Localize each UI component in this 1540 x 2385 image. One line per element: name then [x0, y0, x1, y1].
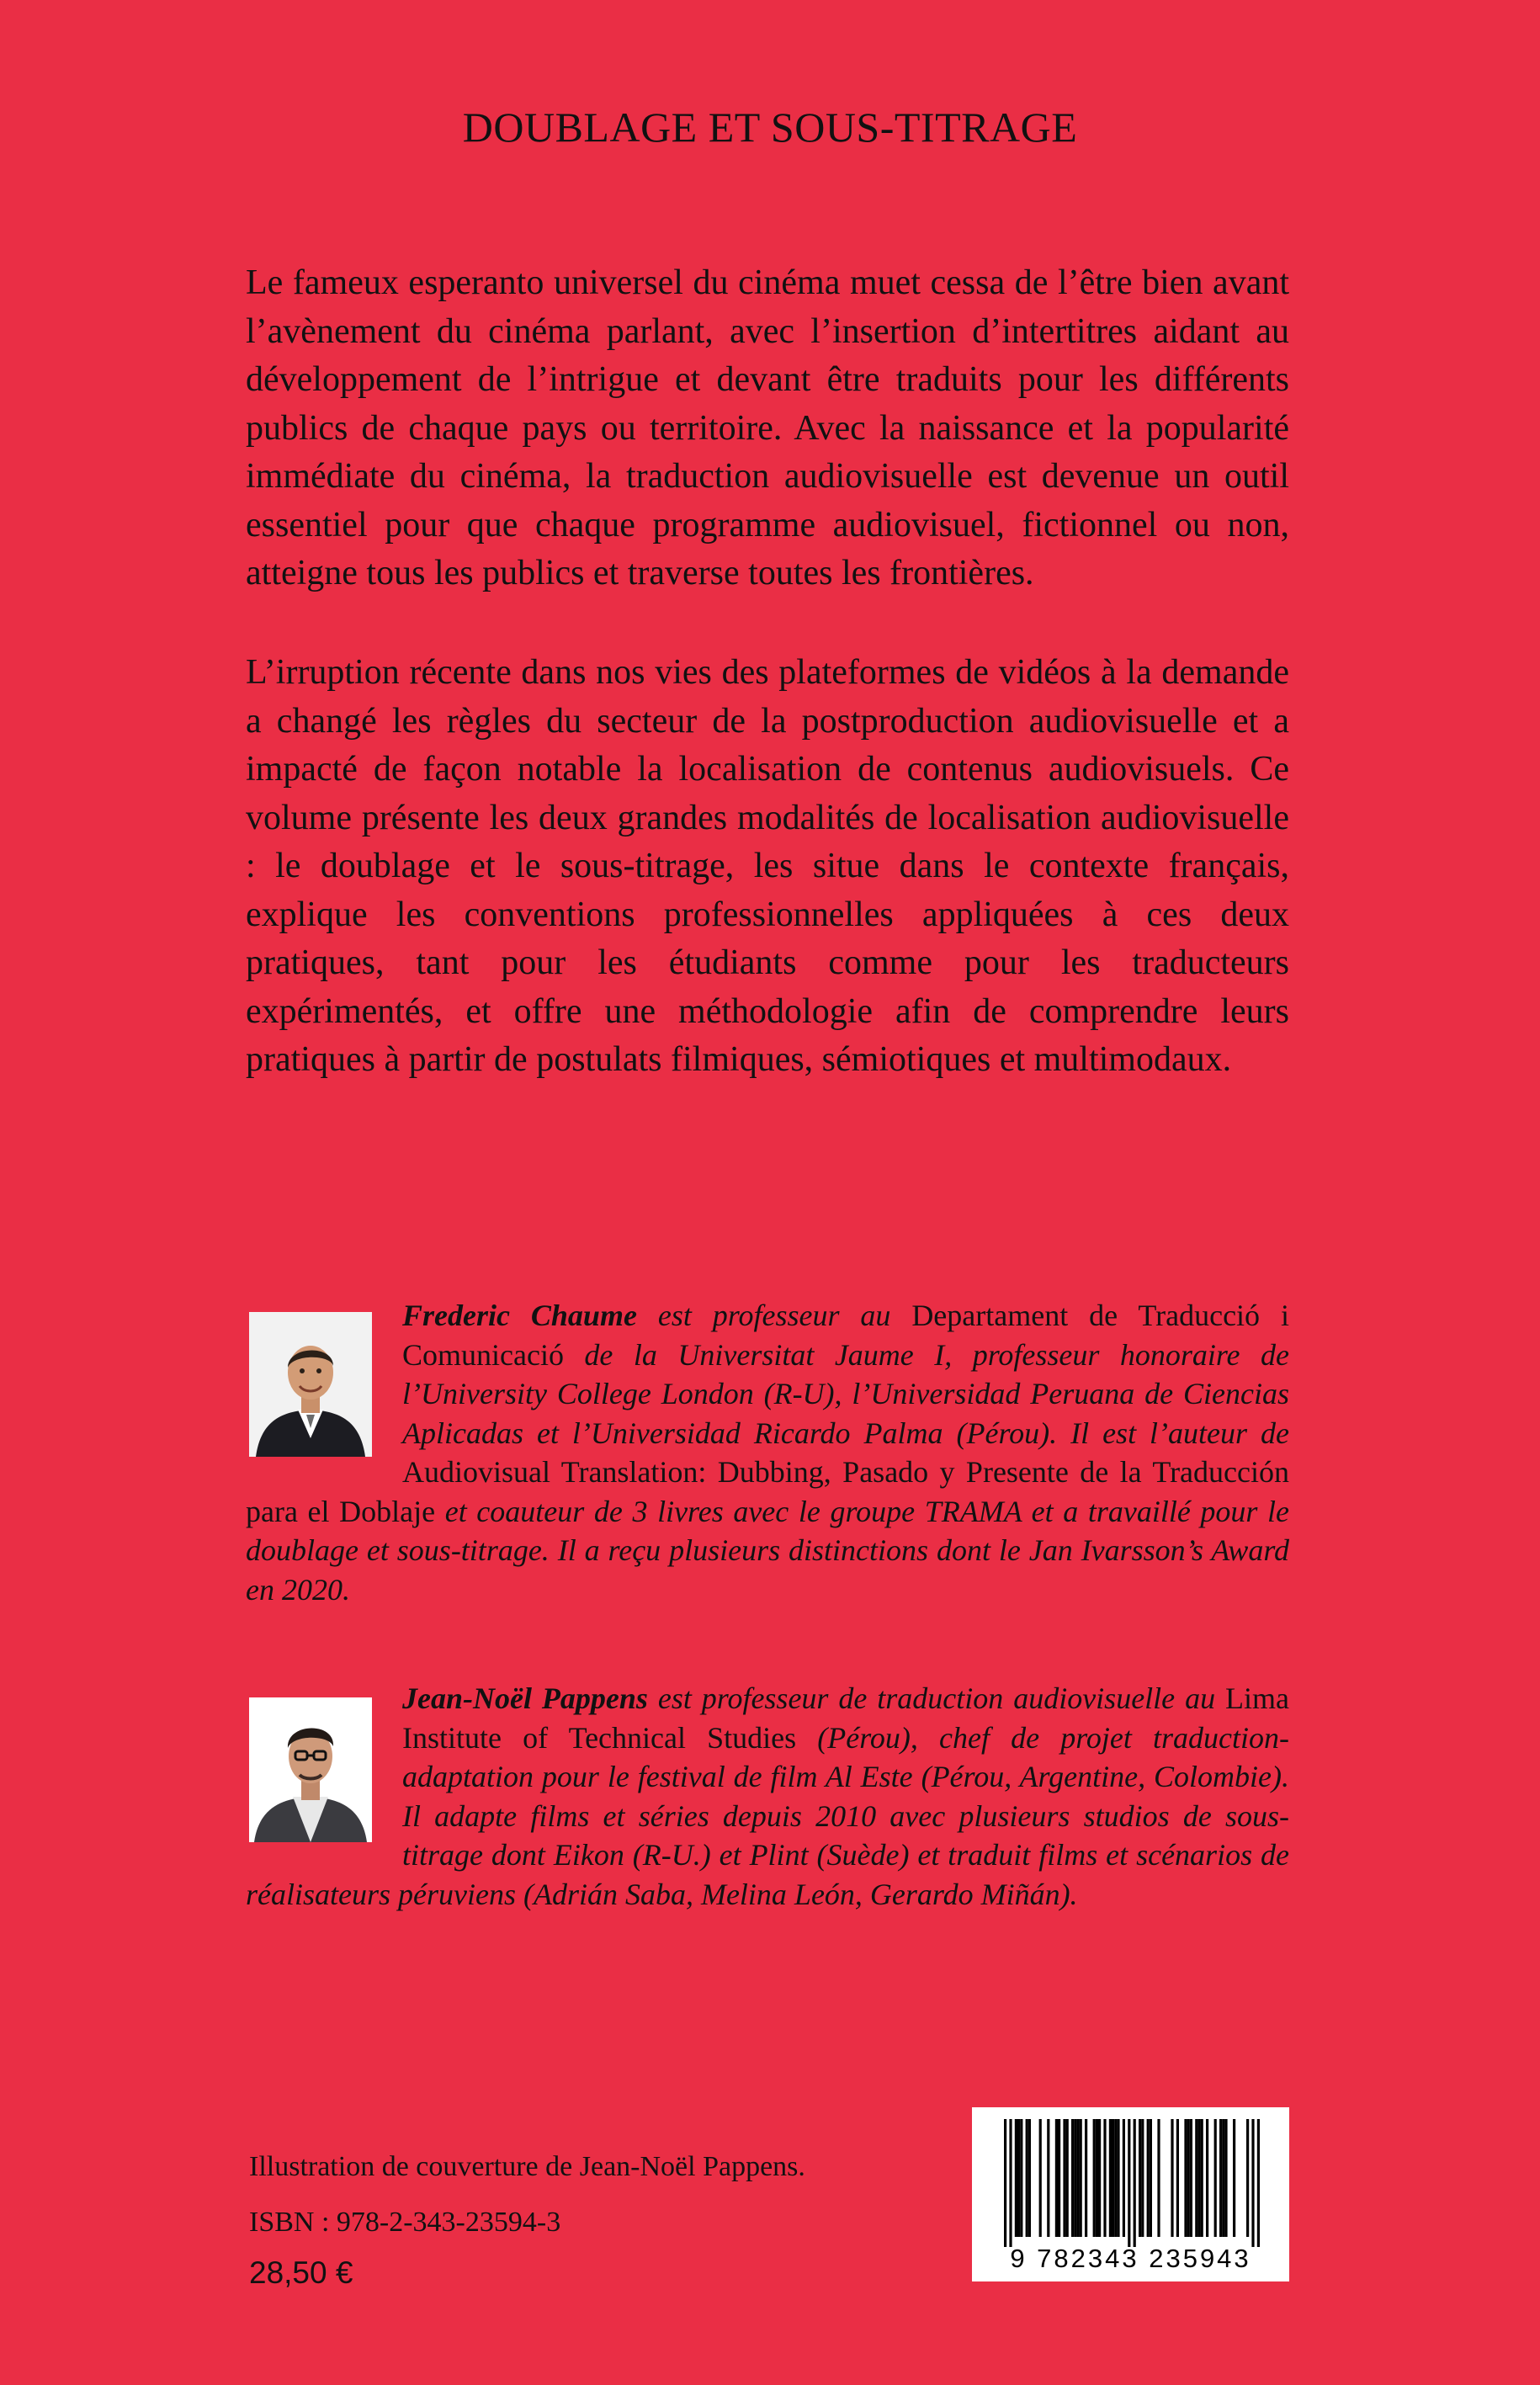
barcode: [972, 2107, 1289, 2281]
price: 28,50 €: [249, 2255, 353, 2290]
barcode-bar: [1150, 2119, 1152, 2237]
barcode-bar: [1187, 2119, 1190, 2237]
book-title: DOUBLAGE ET SOUS-TITRAGE: [462, 104, 1078, 151]
barcode-bar: [1214, 2119, 1217, 2237]
barcode-bar: [1093, 2119, 1096, 2237]
barcode-bar: [1028, 2119, 1031, 2237]
barcode-bar: [1058, 2119, 1060, 2237]
barcode-bar: [1123, 2119, 1125, 2237]
barcode-bar: [1184, 2119, 1187, 2237]
barcode-bar: [1026, 2119, 1028, 2237]
barcode-bar: [1157, 2119, 1160, 2237]
barcode-bar: [1063, 2119, 1065, 2237]
barcode-bar: [1233, 2119, 1235, 2237]
barcode-bar: [1190, 2119, 1192, 2237]
barcode-bar: [1020, 2119, 1022, 2237]
barcode-bar: [1251, 2119, 1254, 2247]
barcode-bar: [1055, 2119, 1058, 2237]
author-bio-chaume: [246, 1296, 1289, 1609]
barcode-bar: [1147, 2119, 1150, 2237]
barcode-bar: [1219, 2119, 1222, 2237]
barcode-bar: [1109, 2119, 1112, 2237]
barcode-bar: [1139, 2119, 1141, 2237]
barcode-bar: [1197, 2119, 1200, 2237]
barcode-bar: [1066, 2119, 1069, 2237]
author-bio-pappens: [246, 1679, 1289, 1914]
barcode-bar: [1071, 2119, 1074, 2237]
barcode-bar: [1039, 2119, 1042, 2237]
blurb-paragraph-1: Le fameux esperanto universel du cinéma muet cessa de l’être bien avant l’avènement du cinéma parlant, avec l’insertion d’intertitres aidant au développement de l’intrigue et devant être traduits pour les différents publics de chaque pays ou territoire. Avec la naissance et la popularité immédiate du cinéma, la traduction audiovisuelle est devenue un outil essentiel pour que chaque programme audiovisuel, fictionnel ou non, atteigne tous les publics et traverse toutes les frontières.: [246, 263, 1289, 592]
institution-name: Lima Institute of Technical Studies: [402, 1681, 1290, 1755]
barcode-bar: [1201, 2119, 1203, 2237]
barcode-bar: [1128, 2119, 1130, 2247]
barcode-bar: [1047, 2119, 1049, 2237]
barcode-bar: [1103, 2119, 1106, 2237]
book-title-reference: Audiovisual Translation: Dubbing, Pasado y Presente de la Traducción para el Doblaje: [246, 1455, 1289, 1528]
bio-text: est professeur au: [636, 1299, 912, 1332]
barcode-bar: [1085, 2119, 1087, 2237]
barcode-bar: [1096, 2119, 1098, 2237]
barcode-bar: [1015, 2119, 1017, 2237]
institution-name: Departament de Traducció i Comunicació: [402, 1299, 1289, 1372]
barcode-bar: [1009, 2119, 1012, 2247]
author-photo-chaume: [249, 1312, 372, 1457]
barcode-bar: [1076, 2119, 1079, 2237]
barcode-bar: [1222, 2119, 1224, 2237]
barcode-bar: [1117, 2119, 1119, 2237]
barcode-digits: 9 782343 235943: [1010, 2244, 1251, 2273]
barcode-bar: [1257, 2119, 1260, 2247]
author-name-pappens: Jean-Noël Pappens: [402, 1681, 648, 1715]
barcode-bar: [1112, 2119, 1114, 2237]
barcode-bar: [1206, 2119, 1208, 2237]
barcode-bar: [1114, 2119, 1117, 2237]
bio-text: de la Universitat Jaume I, professeur honoraire de l’University College London (R-U), l’Universidad Peruana de Ciencias Aplicadas et l’Universidad Ricardo Palma (Pérou). Il est l’auteur de: [402, 1337, 1289, 1450]
barcode-bar: [1195, 2119, 1197, 2237]
barcode-bar: [1176, 2119, 1179, 2237]
barcode-bar: [1171, 2119, 1173, 2237]
barcode-bar: [1074, 2119, 1076, 2237]
bio-text: (Pérou), chef de projet traduction-adaptation pour le festival de film Al Este (Pérou, Argentine, Colombie). Il adapte films et séries depuis 2010 avec plusieurs studios de sous-titrage dont Eikon (R-U.) et Plint (Suède) et traduit films et scénarios de réalisateurs péruviens (Adrián Saba, Melina León, Gerardo Miñán).: [246, 1720, 1289, 1911]
barcode-bar: [1134, 2119, 1136, 2247]
barcode-bar: [1246, 2119, 1249, 2237]
barcode-bar: [1141, 2119, 1144, 2237]
blurb-paragraph-2: L’irruption récente dans nos vies des plateformes de vidéos à la demande a changé les règles du secteur de la postproduction audiovisuelle et a impacté de façon notable la localisation de contenus audiovisuels. Ce volume présente les deux grandes modalités de localisation audiovisuelle : le doublage et le sous-titrage, les situe dans le contexte français, explique les conventions professionnelles appliquées à ces deux pratiques, tant pour les étudiants comme pour les traducteurs expérimentés, et offre une méthodologie afin de comprendre leurs pratiques à partir de postulats filmiques, sémiotiques et multimodaux.: [246, 653, 1289, 1079]
barcode-bar: [1004, 2119, 1006, 2247]
barcode-bar: [1017, 2119, 1020, 2237]
barcode-bar: [1098, 2119, 1101, 2237]
isbn: ISBN : 978-2-343-23594-3: [249, 2207, 561, 2238]
author-photo-pappens: [249, 1697, 372, 1842]
author-name-chaume: Frederic Chaume: [402, 1299, 637, 1332]
barcode-bar: [1080, 2119, 1082, 2237]
bio-text: est professeur de traduction audiovisuelle au: [647, 1681, 1226, 1715]
barcode-bar: [1224, 2119, 1227, 2237]
bio-text: et coauteur de 3 livres avec le groupe TRAMA et a travaillé pour le doublage et sous-titrage. Il a reçu plusieurs distinctions dont le Jan Ivarsson’s Award en 2020.: [246, 1494, 1290, 1607]
illustration-credit: Illustration de couverture de Jean-Noël Pappens.: [249, 2151, 805, 2182]
